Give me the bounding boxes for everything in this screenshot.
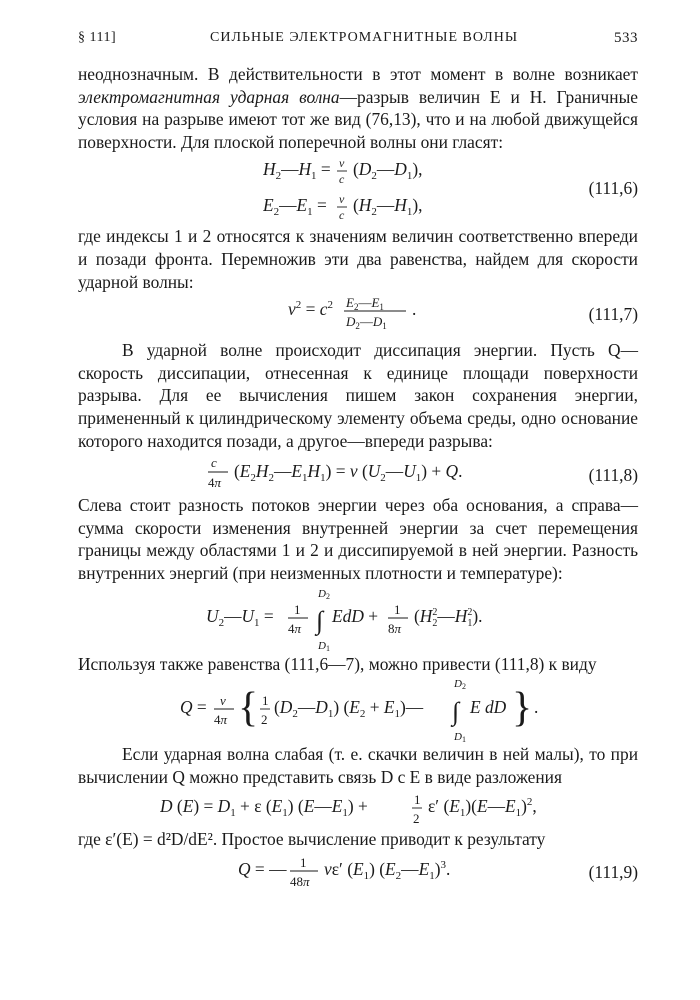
svg-text:(D2—D1) (E2 + E1)—: $(D_2—D_1) (E_2$ + $E_1)—$: [274, 697, 424, 721]
equation-Q: [78, 675, 638, 743]
page-number: 533: [614, 30, 638, 46]
page-body: [78, 63, 638, 891]
svg-text:.: .: [534, 697, 539, 718]
svg-text:}: }: [512, 685, 533, 732]
section-ref: § 111]: [78, 30, 117, 45]
svg-text:v: v: [339, 156, 345, 171]
svg-text:H2—H1 =: $H_2—H_1$ =: [263, 159, 331, 183]
svg-text:∫: ∫: [452, 697, 460, 727]
equation-111-6-formula: [263, 153, 473, 223]
svg-text:{: {: [238, 685, 259, 732]
paragraph: Используя также равенства (111,6—7), можно привести (111,8) к виду: [78, 653, 597, 674]
equation-internal-energy-formula: [206, 585, 526, 653]
svg-text:1: 1: [262, 693, 269, 709]
svg-text:c: c: [211, 455, 217, 471]
svg-text:c: c: [339, 172, 345, 187]
paragraph: Если ударная волна слабая (т. е. скачки величин в ней малы), то при вычислении Q можно представить связь D с E в виде разложения: [78, 744, 638, 787]
svg-text:U2—U1 =: $U_2—U_1$ =: [206, 605, 274, 629]
svg-text:1: 1: [414, 792, 421, 808]
equation-number: (111,7): [588, 304, 638, 325]
svg-text:E2—E1 =: $E_2—E_1$ =: [263, 195, 327, 219]
equation-111-7: [78, 293, 638, 333]
svg-text:4π: 4π: [214, 712, 228, 728]
equation-number: (111,8): [588, 465, 638, 486]
svg-text:vε′ (E1) (E2—E1)3.: vε′ $(E_1)$ $(E_2—E_1)^3$.: [324, 858, 451, 882]
equation-111-9-formula: [238, 851, 498, 891]
svg-text:D2: D2: [454, 678, 466, 692]
svg-text:(E2H2—E1H1) = v (U2—U1) + Q.: $(E_2H_2—E_1H_1) = v$ $(U_2—U_1) + Q$.: [234, 461, 463, 485]
svg-text:D2—D1: $D_2—D_1$: [346, 314, 387, 332]
equation-expansion: [78, 788, 638, 828]
svg-text:D (E) = D1 + ε (E1) (E—E1) +: D $(E) = D_1 + \varepsilon$ $(E_1)$ $(E—E_1)$ +: [160, 796, 368, 820]
svg-text:(D2—D1),: $(D_2—D_1)$,: [353, 159, 423, 183]
equation-expansion-formula: [160, 788, 580, 828]
svg-text:.: .: [412, 299, 417, 320]
svg-text:Q = —: Q = —: [238, 858, 287, 879]
svg-text:E dD: E dD: [470, 697, 507, 718]
paragraph: неоднозначным. В действительности в этот момент в волне возникает электромагнитная ударная волна—разрыв величин E и H. Граничные условия на разрыве имеют тот же вид (76,13), что и на любой движущейся поверхности. Для плоской поперечной волны они гласят:: [78, 64, 638, 152]
svg-text:ε′ (E1)(E—E1)2,: ε′ $(E_1)(E—E_1)^2$,: [428, 796, 537, 820]
paragraph: В ударной волне происходит диссипация энергии. Пусть Q—скорость диссипации, отнесенная к единице площади поверхности разрыва. Для ее вычисления пишем закон сохранения энергии, примененный к цилиндрическому элементу объема среды, одно основание которого находится позади, а другое—впереди разрыва:: [78, 340, 638, 451]
svg-text:v: v: [220, 693, 226, 709]
page-header: [78, 30, 638, 52]
svg-text:4π: 4π: [208, 475, 222, 491]
paragraph: Слева стоит разность потоков энергии через оба основания, а справа—сумма скорости изменения внутренней энергии за счет перемещения границы между областями 1 и 2 и диссипируемой в ней энергии. Разность внутренних энергий (при неизменных плотности и температуре):: [78, 495, 638, 583]
svg-text:D1: D1: [318, 639, 330, 653]
svg-text:E2—E1: $E_2—E_1$: [346, 295, 384, 313]
svg-text:4π: 4π: [288, 620, 302, 636]
svg-text:48π: 48π: [290, 873, 310, 889]
equation-111-8-formula: [208, 452, 498, 494]
svg-text:(H22—H21).: ($H^2$ $2—H^2$ 1).: [414, 605, 483, 629]
svg-text:D1: D1: [454, 731, 466, 744]
svg-text:1: 1: [294, 601, 301, 617]
svg-text:v: v: [339, 192, 345, 207]
equation-number: (111,6): [588, 178, 638, 199]
paragraph: где индексы 1 и 2 относятся к значениям величин соответственно впереди и позади фронта. Перемножив эти два равенства, найдем для скорости ударной волны:: [78, 226, 638, 292]
paragraph: где ε′(E) = d²D/dE². Простое вычисление приводит к результату: [78, 829, 546, 850]
svg-text:EdD +: EdD +: [332, 605, 379, 626]
svg-text:∫: ∫: [316, 605, 324, 635]
svg-text:2: 2: [261, 712, 268, 728]
svg-text:D2: D2: [318, 587, 330, 601]
svg-text:8π: 8π: [388, 620, 402, 636]
equation-number: (111,9): [588, 861, 638, 882]
equation-111-9: [78, 851, 638, 891]
equation-111-6: [78, 153, 638, 225]
svg-text:2: 2: [413, 811, 420, 827]
equation-Q-formula: [180, 675, 560, 743]
svg-text:Q =: Q =: [180, 697, 207, 718]
svg-text:c: c: [339, 208, 345, 223]
equation-internal-energy: [78, 585, 638, 653]
svg-text:(H2—H1),: $(H_2—H_1)$,: [353, 195, 423, 219]
svg-text:v2 = c2: $v^2 = c^2$: [288, 299, 333, 320]
svg-text:1: 1: [300, 854, 307, 870]
svg-text:1: 1: [394, 601, 401, 617]
equation-111-8: [78, 452, 638, 494]
running-title: СИЛЬНЫЕ ЭЛЕКТРОМАГНИТНЫЕ ВОЛНЫ: [210, 30, 519, 45]
equation-111-7-formula: [288, 293, 448, 333]
